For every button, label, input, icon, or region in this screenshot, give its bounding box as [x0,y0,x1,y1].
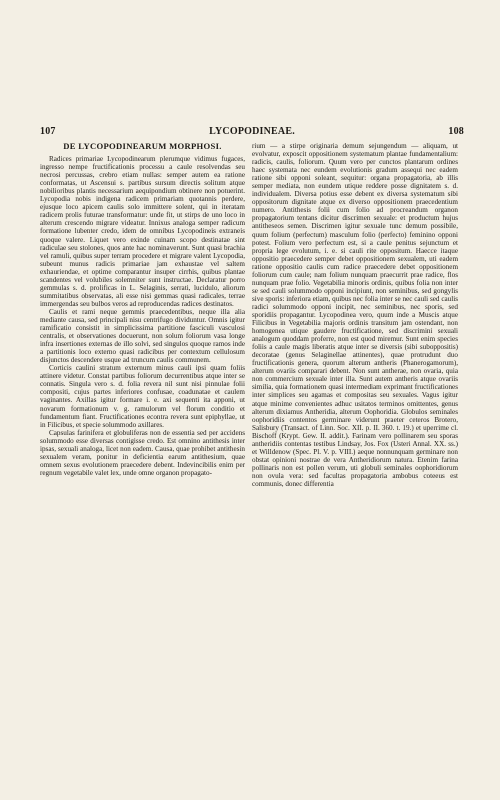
running-title: LYCOPODINEAE. [209,126,295,137]
page-number-right: 108 [448,126,464,137]
right-column [252,142,458,488]
left-column [40,142,245,477]
paragraph-capsulas: Capsulas farinifera et globuliferas non de essentia sed per accidens solummodo esse diversas contigisse credo. Est omnino antithesis inter ipsas, sexuali analoga, licet non eadem. Causa, quae prohibet antithesin sexualem veram, ponitur in deficientia earum antithesium, quae omnem sexus evolutionem praecedere debent. Indevincibilis enim per regnum vegetabile valet lex, unde omne organon propagato- [40,428,245,477]
paragraph-caulis: Caulis et rami neque gemmis praecedentibus, neque illa alia mediante causa, sed principali nisu centrifugo dividuntur. Omnis igitur ramificatio consistit in simplicissima partitione fasciculi vasculosi centralis, et observationes docuerunt, non solum foliorum vasa longe infra insertiones externas de illo solvi, sed singulos quoque ramos inde a partitionis loco externo quasi radicibus per contextum cellulosum disjunctos descendere usque ad truncum caulis communem. [40,307,245,365]
section-title: DE LYCOPODINEARUM MORPHOSI. [63,141,222,151]
page-number-left: 107 [40,126,56,137]
paragraph-corticis: Corticis caulini stratum externum minus cauli ipsi quam foliis attinere videtur. Constat partibus foliorum decurrentibus atque inter se connatis. Singula vero s. d. folia revera nil sunt nisi pinnulae folii compositi, cujus partes inferiores confusae, coadunatae et caulem vaginantes. Axillas igitur formare i. e. axi sequenti ita apponi, ut novarum formationum v. g. ramulorum vel florum conditio et fundamentum fiant. Fructificationes econtra revera sunt epiphyllae, ut in Filicibus, et specie solummodo axillares. [40,364,245,429]
paragraph-continuation: rium — a stirpe originaria demum sejungendum — aliquam, ut evolvatur, exposcit oppositionem systematum plantae fundamentalium: radicis, caulis, foliorum. Quum vero per cunctos plantarum ordines haec systemata nec eundem evolutionis gradum assequi nec eadem ratione sibi opponi soleant, sequitur: organa propagatoria, ab illis semper mediata, non eundem utique reddere posse dignitatem s. d. individualem. Diversa potius esse debent ex diversa systematum sibi oppositorum dignitate atque ex diverso oppositionem praecedentium numero. Antithesis folii cum folio ad procreandum organon propagatorium tentans dicitur discrimen sexuale: et productum hujus antitheseos semen. Discrimen igitur sexuale tunc demum possibile, quum folium (perfectum) masculum folio (perfecto) feminino opponi potest. Folium vero perfectum est, si a caule penitus sejunctum et propria lege evolutum, i. e. si cauli rite oppositum. Haecce itaque oppositio praecedere semper debet oppositionem sexualem, uti eadem ratione oppositio caulis cum radice praecedere debet oppositionem foliorum cum caule; nam folium nunquam praecurrit prae radice, flos nunquam prae folio. Vegetabilia minoris ordinis, quibus folia non inter se sed cauli solummodo opponi incipiunt, non seminibus, sed gongylis sive sporis: inferiora etiam, quibus nec folia inter se nec cauli sed caulis radici solummodo opponi incipit, nec seminibus, nec sporis, sed sporidiis propagantur. Lycopodinea vero, quum inde a Muscis atque Filicibus in Vegetabilia majoris ordinis transitum jam ostendant, non homogenea utique gaudere fructificatione, sed discrimini sexuali analogum quoddam proferre, non est quod miremur. Sunt enim species foliis a caule magis liberatis atque inter se diversis (sibi suboppositis) decoratae (genus Selaginellae attinentes), quae protrudunt duo fructificationis genera, quorum alterum antheris (Phanerogamorum), alterum ovariis comparari debent. Non sunt antherae, non ovaria, quia non commercium sexuale inter illa. Sunt autem antheris atque ovariis similia, quia formationem quasi intermediam exprimant fructificationes inter simplices seu agamas et compositas seu sexuales. Vagus igitur atque minime convenientes adhuc usitatos terminos omittentes, genus alterum dixiamus Antheridia, alterum Oophoridia. Globulos seminales oophoridiis contentos germinare viderunt praeter ceteros Brotero, Salisbury (Transact. of Linn. Soc. XII. p. II. 360. t. 19.) et uperrime cl. Bischoff (Krypt. Gew. II. addit.). Farinam vero pollinarem seu sporas antheridiis contentas testibus Lindsay, Jos. Fox (Usteri Annal. XX. ss.) et Willdenow (Spec. Pl. V. p. VIII.) aeque nonnunquam germinare non obstat opinioni nostrae de vera Antheridiorum natura. Etenim farina pollinaris non est pollen verum, uti globuli seminales oophoridiorum non ovula vera: sed facultas propagatoria ambobus coteeus est communis, donec differentia [252,142,458,488]
running-header [40,126,464,140]
paragraph-radices: Radices primariae Lycopodinearum plerumque vidimus fugaces, ingresso nempe fructificationis processu a caule resolvendas seu necrosi percussas, crebro etiam nullas: semper autem ea ratione conformatas, ut Ascensui s. partibus sursum directis solitum atque nobilioribus plantis necessarium aequipondium obtinere non potuerint. Lycopodia nobis indigena radicem primariam quotannis perdere, ejusque loco apicem caulis solo immittere solent, qui in iteratam radicem prolis futurae transformatur: unde fit, ut stirps de uno loco in alterum crescendo migrare videatur. Innixus analoga semper radicum formatione lubenter credo, idem de omnibus Lycopodineis extraneis quoque valere. Liquet vero exinde cuinam scopo destinatae sint radiculae seu stolones, quos ante hac nominaverunt. Sunt quasi brachia vel ramuli, quibus super terram procedere et migrare valent Lycopodia, subeunt munus radicis primariae jam exhaustae vel saltem exhauriendae, et optime comparantur insuper cirrhis, quibus plantae scandentes vel volubiles solemniter sunt instructae. Declaratur porro gemmulas s. d. prolificas in L. Selaginis, serrati, lucidulo, aliorum summitatibus observatas, ali esse nisi gemmas quasi radicales, terrae immergendas seu bulbos veros ad reproducendas radices destinatos. [40,155,245,308]
